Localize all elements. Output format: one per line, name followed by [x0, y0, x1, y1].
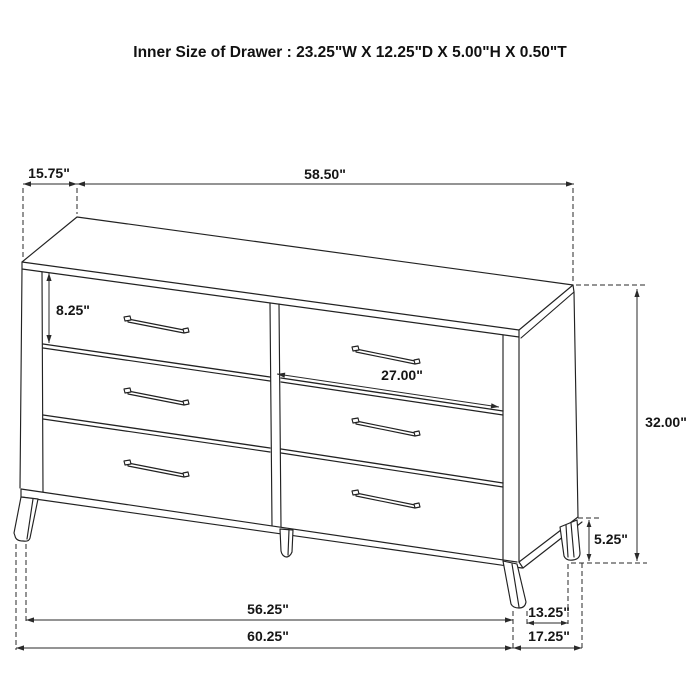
dim-label-rear-leg-offset: 13.25" — [528, 604, 570, 620]
drawer-handle — [352, 418, 420, 436]
dresser-front-face — [20, 269, 523, 568]
diagram-title: Inner Size of Drawer : 23.25"W X 12.25"D X 5.00"H X 0.50"T — [133, 44, 567, 61]
drawer-handle — [124, 388, 189, 405]
dimension-lines — [16, 184, 637, 648]
rear-right-leg — [560, 520, 580, 560]
dim-label-overall-height: 32.00" — [645, 414, 687, 430]
drawer-handle — [124, 460, 189, 477]
dim-label-drawer-width: 27.00" — [381, 367, 423, 383]
front-center-leg — [280, 529, 293, 557]
drawer-handle — [352, 490, 420, 508]
dimension-extension-lines — [16, 188, 647, 650]
dim-label-top-depth: 15.75" — [28, 165, 70, 181]
drawer-handle — [352, 346, 420, 364]
drawer-handle — [124, 316, 189, 333]
dim-label-drawer-height: 8.25" — [56, 302, 90, 318]
dim-label-front-leg-span: 56.25" — [247, 601, 289, 617]
dim-label-overall-depth: 17.25" — [528, 628, 570, 644]
front-left-leg — [14, 497, 38, 541]
dim-label-overall-width: 60.25" — [247, 628, 289, 644]
dresser-top-surface — [22, 217, 578, 517]
dim-label-leg-height: 5.25" — [594, 531, 628, 547]
dim-label-top-width: 58.50" — [304, 166, 346, 182]
